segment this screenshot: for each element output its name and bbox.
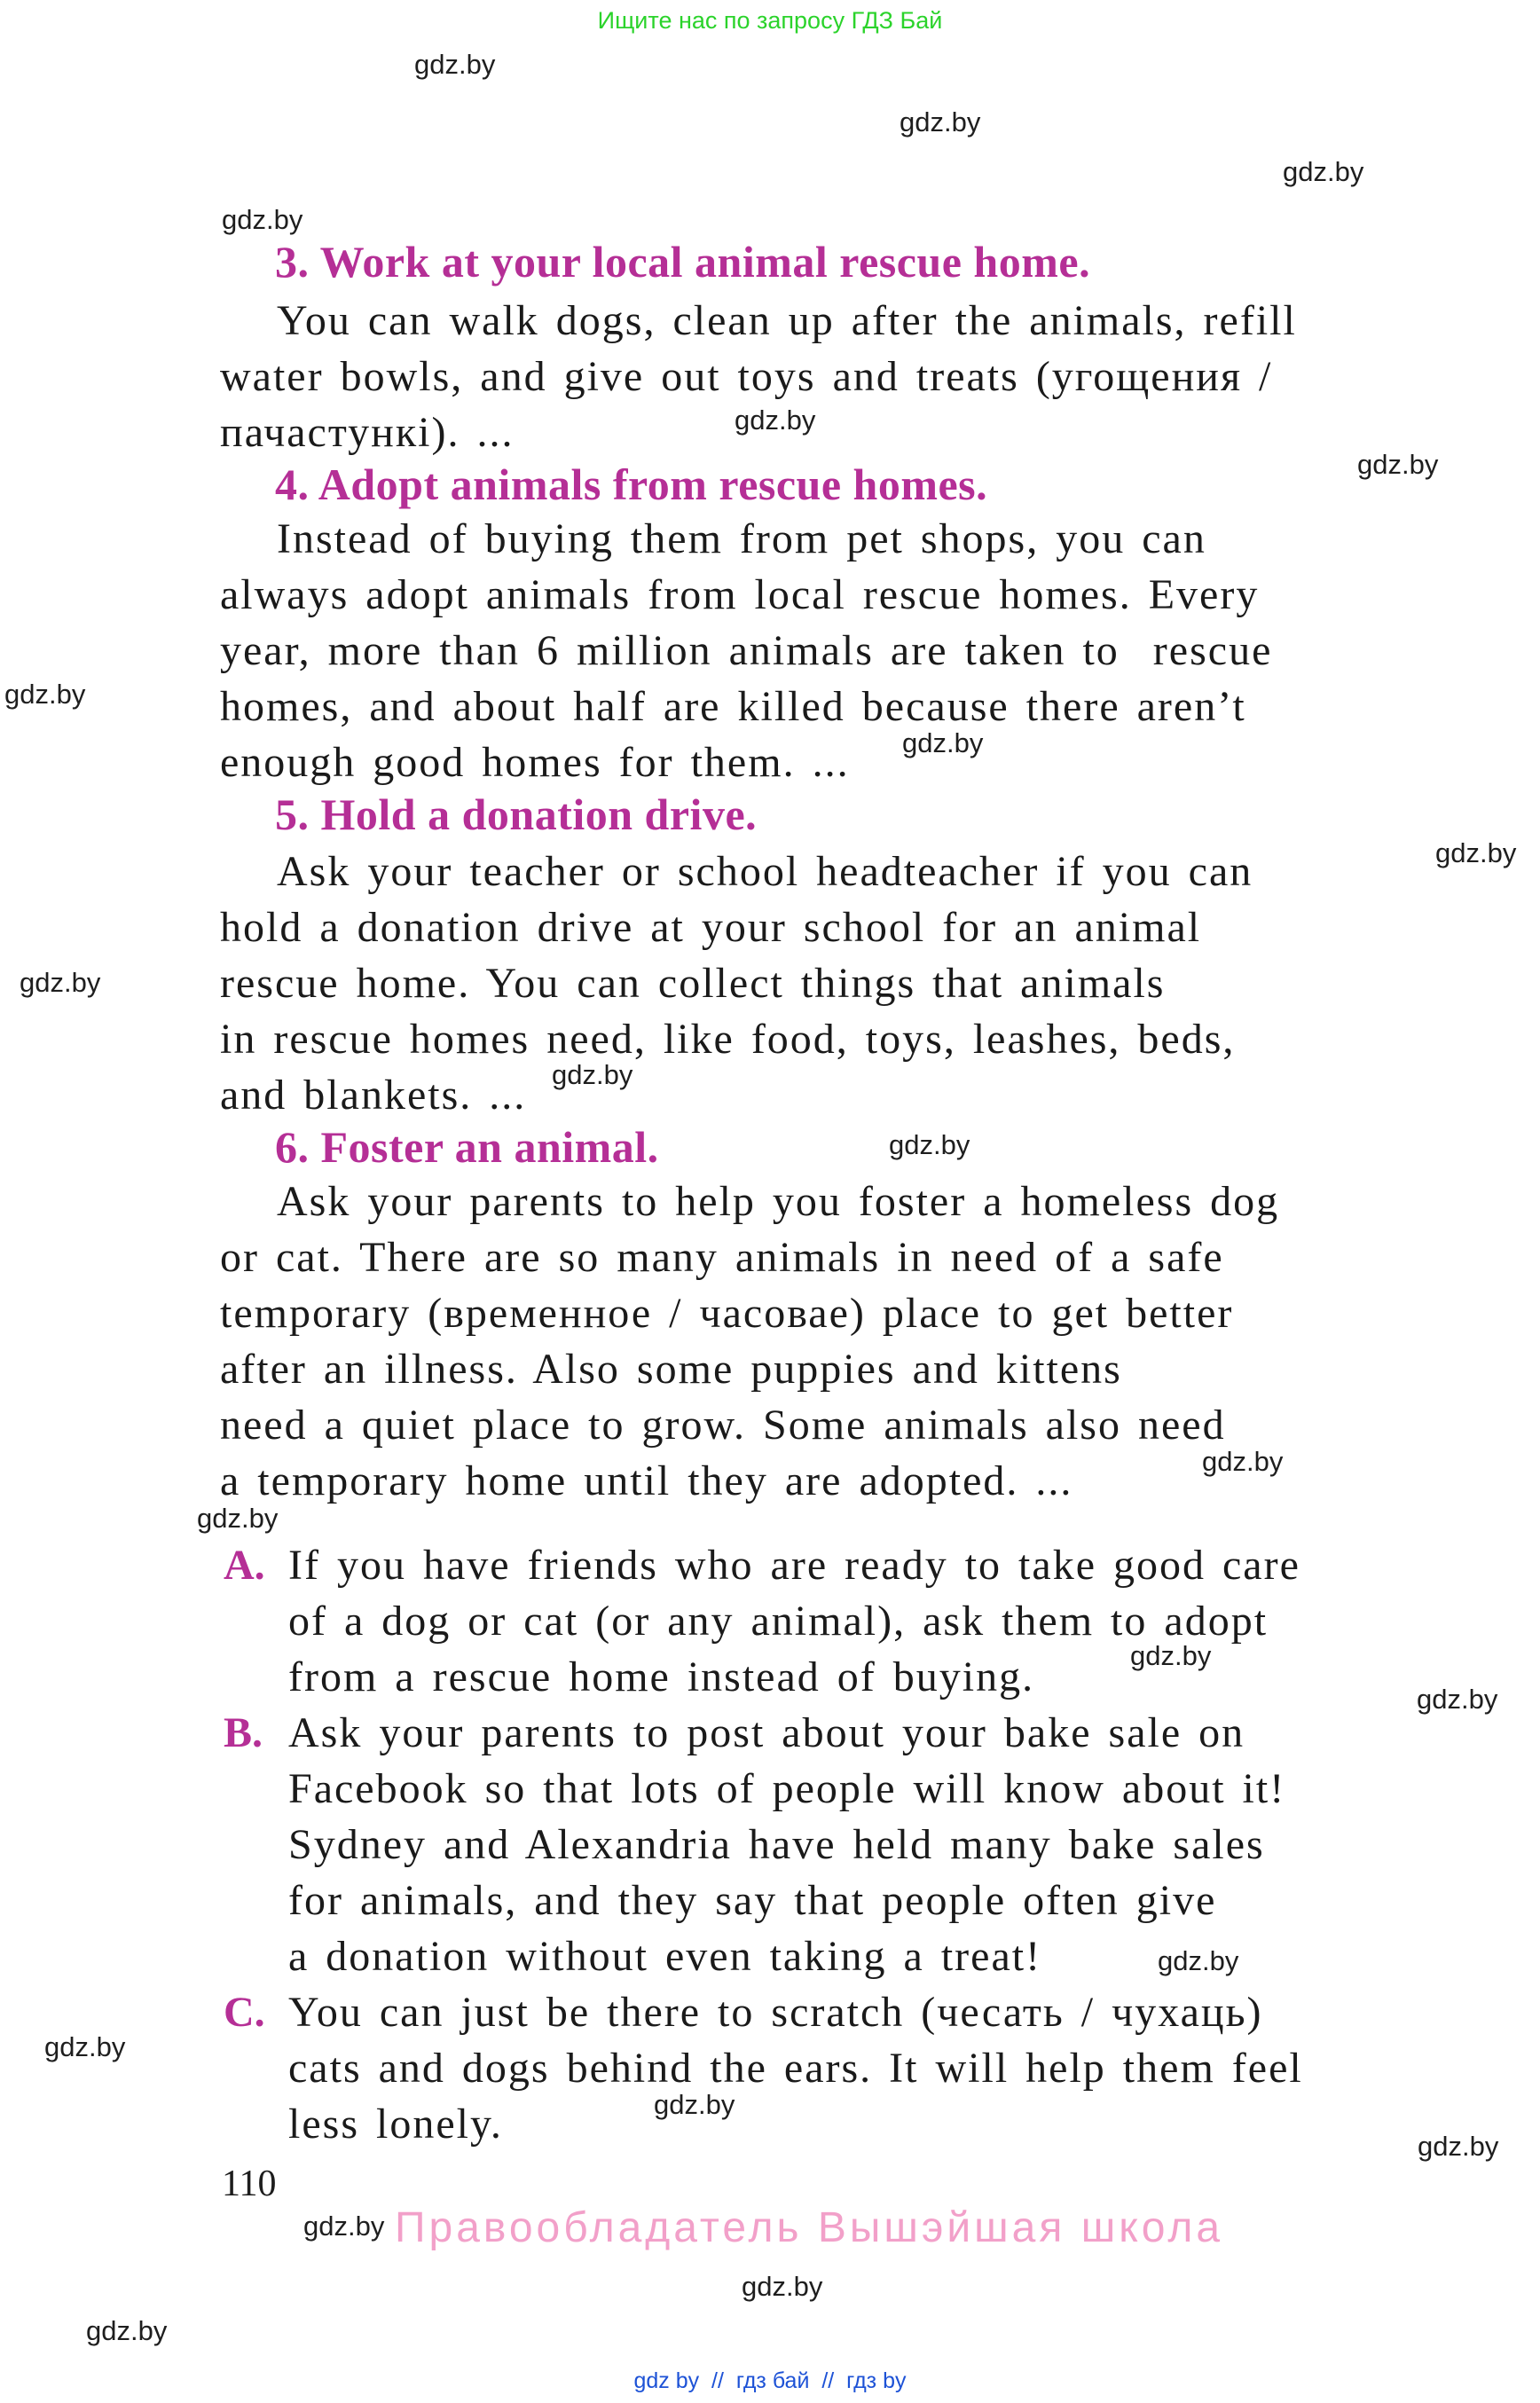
gdz-watermark: gdz.by [1417, 1684, 1498, 1715]
text-line: or cat. There are so many animals in need of a safe [220, 1234, 1224, 1281]
text-line: Facebook so that lots of people will know about it! [288, 1765, 1286, 1812]
item-letter: A. [224, 1542, 265, 1589]
text-line: and blankets. ... [220, 1072, 527, 1119]
text-line: in rescue homes need, like food, toys, leashes, beds, [220, 1016, 1236, 1063]
gdz-watermark: gdz.by [742, 2271, 823, 2302]
gdz-watermark: gdz.by [44, 2031, 126, 2062]
text-line: need a quiet place to grow. Some animals also need [220, 1402, 1226, 1449]
promo-banner: Ищите нас по запросу ГДЗ Бай [597, 7, 943, 34]
gdz-watermark: gdz.by [1357, 449, 1439, 480]
text-line: Sydney and Alexandria have held many bake sales [288, 1821, 1265, 1868]
gdz-watermark: gdz.by [414, 49, 496, 80]
gdz-watermark: gdz.by [1418, 2131, 1499, 2162]
gdz-watermark: gdz.by [1283, 156, 1364, 187]
section-heading: 5. Hold a donation drive. [275, 789, 758, 839]
text-line: Ask your parents to help you foster a homeless dog [277, 1178, 1280, 1225]
text-line: rescue home. You can collect things that animals [220, 960, 1166, 1007]
text-line: for animals, and they say that people often give [288, 1877, 1217, 1924]
gdz-watermark: gdz.by [303, 2211, 385, 2242]
text-line: cats and dogs behind the ears. It will help them feel [288, 2045, 1303, 2092]
item-letter: B. [224, 1709, 263, 1756]
gdz-watermark: gdz.by [735, 404, 816, 436]
text-line: a temporary home until they are adopted. ... [220, 1457, 1073, 1504]
text-line: Ask your teacher or school headteacher if you can [277, 848, 1253, 895]
gdz-watermark: gdz.by [1435, 837, 1517, 868]
gdz-watermark: gdz.by [86, 2315, 168, 2346]
item-letter: C. [224, 1989, 265, 2036]
text-line: water bowls, and give out toys and treats (угощения / [220, 353, 1273, 400]
gdz-watermark: gdz.by [222, 204, 303, 235]
text-line: Instead of buying them from pet shops, you can [277, 515, 1206, 562]
section-heading: 4. Adopt animals from rescue homes. [275, 459, 988, 509]
text-line: year, more than 6 million animals are taken to rescue [220, 627, 1273, 674]
gdz-watermark: gdz.by [1158, 1945, 1239, 1976]
footer-links: gdz by // гдз бай // гдз by [633, 2368, 907, 2393]
text-line: a donation without even taking a treat! [288, 1933, 1042, 1980]
gdz-watermark: gdz.by [900, 106, 981, 137]
text-line: hold a donation drive at your school for an animal [220, 904, 1202, 951]
gdz-watermark: gdz.by [889, 1129, 970, 1160]
text-line: homes, and about half are killed because there aren’t [220, 683, 1246, 730]
gdz-watermark: gdz.by [1202, 1446, 1284, 1477]
section-heading: 3. Work at your local animal rescue home. [275, 237, 1091, 287]
text-line: You can just be there to scratch (чесать / чухаць) [288, 1989, 1263, 2036]
text-line: enough good homes for them. ... [220, 739, 850, 786]
text-line: after an illness. Also some puppies and kittens [220, 1346, 1122, 1393]
gdz-watermark: gdz.by [552, 1059, 633, 1090]
text-line: temporary (временное / часовае) place to get better [220, 1290, 1234, 1337]
section-heading: 6. Foster an animal. [275, 1122, 659, 1172]
text-line: less lonely. [288, 2101, 503, 2148]
text-line: You can walk dogs, clean up after the animals, refill [277, 297, 1297, 344]
text-line: пачастункі). ... [220, 409, 515, 456]
gdz-watermark: gdz.by [902, 727, 984, 758]
text-line: Ask your parents to post about your bake sale on [288, 1709, 1245, 1756]
text-line: If you have friends who are ready to take good care [288, 1542, 1300, 1589]
text-line: always adopt animals from local rescue homes. Every [220, 571, 1260, 618]
gdz-watermark: gdz.by [654, 2089, 735, 2120]
page-number: 110 [222, 2163, 277, 2204]
gdz-watermark: gdz.by [1130, 1640, 1212, 1671]
text-line: of a dog or cat (or any animal), ask them to adopt [288, 1598, 1269, 1645]
text-line: from a rescue home instead of buying. [288, 1653, 1035, 1700]
copyright-line: Правообладатель Вышэйшая школа [395, 2204, 1224, 2251]
gdz-watermark: gdz.by [4, 679, 86, 710]
gdz-watermark: gdz.by [20, 967, 101, 998]
gdz-watermark: gdz.by [197, 1503, 279, 1534]
